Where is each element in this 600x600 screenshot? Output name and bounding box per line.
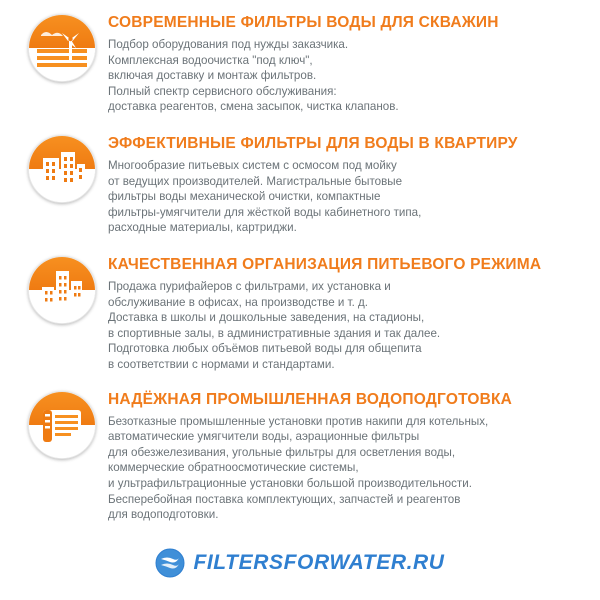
body-line: коммерческие обратноосмотические системы, [108,461,359,475]
body-line: для обезжелезивания, угольные фильтры для осветления воды, [108,445,456,459]
body-line: Комплексная водоочистка "под ключ", [108,53,313,67]
water-swirl-logo-icon [155,548,185,578]
office-towers-icon [28,256,96,324]
section-body [108,37,588,115]
body-line: в соответствии с нормами и стандартами. [108,358,335,372]
body-line: Бесперебойная поставка комплектующих, запчастей и реагентов [108,492,461,506]
body-line: обслуживание в офисах, на производстве и т. д. [108,295,369,309]
section-title: КАЧЕСТВЕННАЯ ОРГАНИЗАЦИЯ ПИТЬЕВОГО РЕЖИМА [108,256,542,274]
section-title: НАДЁЖНАЯ ПРОМЫШЛЕННАЯ ВОДОПОДГОТОВКА [108,390,513,408]
section-body [108,279,588,373]
body-line: фильтры-умягчители для жёсткой воды кабинетного типа, [108,205,422,219]
section-title: СОВРЕМЕННЫЕ ФИЛЬТРЫ ВОДЫ ДЛЯ СКВАЖИН [108,14,499,31]
section-title: ЭФФЕКТИВНЫЕ ФИЛЬТРЫ ДЛЯ ВОДЫ В КВАРТИРУ [108,135,518,153]
section-icon-wrapper [18,256,106,324]
body-line: Подготовка любых объёмов питьевой воды для общепита [108,342,422,356]
section-wells-filters [0,0,600,115]
body-line: доставка реагентов, смена засыпок, чистка клапанов. [108,100,399,114]
section-icon-wrapper [18,391,106,459]
body-line: Полный спектр сервисного обслуживания: [108,84,337,98]
field-landscape-icon [28,14,96,82]
body-line: расходные материалы, картриджи. [108,221,297,235]
section-text [106,391,588,523]
section-body [108,158,588,236]
section-text [106,256,588,373]
body-line: Многообразие питьевых систем с осмосом под мойку [108,159,397,173]
body-line: включая доставку и монтаж фильтров. [108,69,317,83]
footer-logo[interactable] [0,548,600,578]
body-line: Продажа пурифайеров с фильтрами, их установка и [108,280,391,294]
section-text [106,135,588,236]
body-line: Доставка в школы и дошкольные заведения, на стадионы, [108,311,425,325]
industrial-filter-icon [28,391,96,459]
section-industrial-treatment [0,373,600,523]
section-icon-wrapper [18,14,106,82]
body-line: и ультрафильтрационные установки большой производительности. [108,477,472,491]
body-line: фильтры воды механической очистки, компактные [108,190,381,204]
body-line: Подбор оборудования под нужды заказчика. [108,38,349,52]
section-icon-wrapper [18,135,106,203]
body-line: Безотказные промышленные установки против накипи для котельных, [108,414,489,428]
apartment-building-icon [28,135,96,203]
body-line: в спортивные залы, в административные здания и так далее. [108,326,441,340]
body-line: от ведущих производителей. Магистральные бытовые [108,174,403,188]
body-line: автоматические умягчители воды, аэрационные фильтры [108,430,420,444]
section-drinking-regime [0,236,600,373]
section-apartment-filters [0,115,600,236]
section-body [108,414,588,523]
brand-name: FILTERSFORWATER.RU [193,551,445,574]
section-text [106,14,588,115]
body-line: для водоподготовки. [108,508,219,522]
